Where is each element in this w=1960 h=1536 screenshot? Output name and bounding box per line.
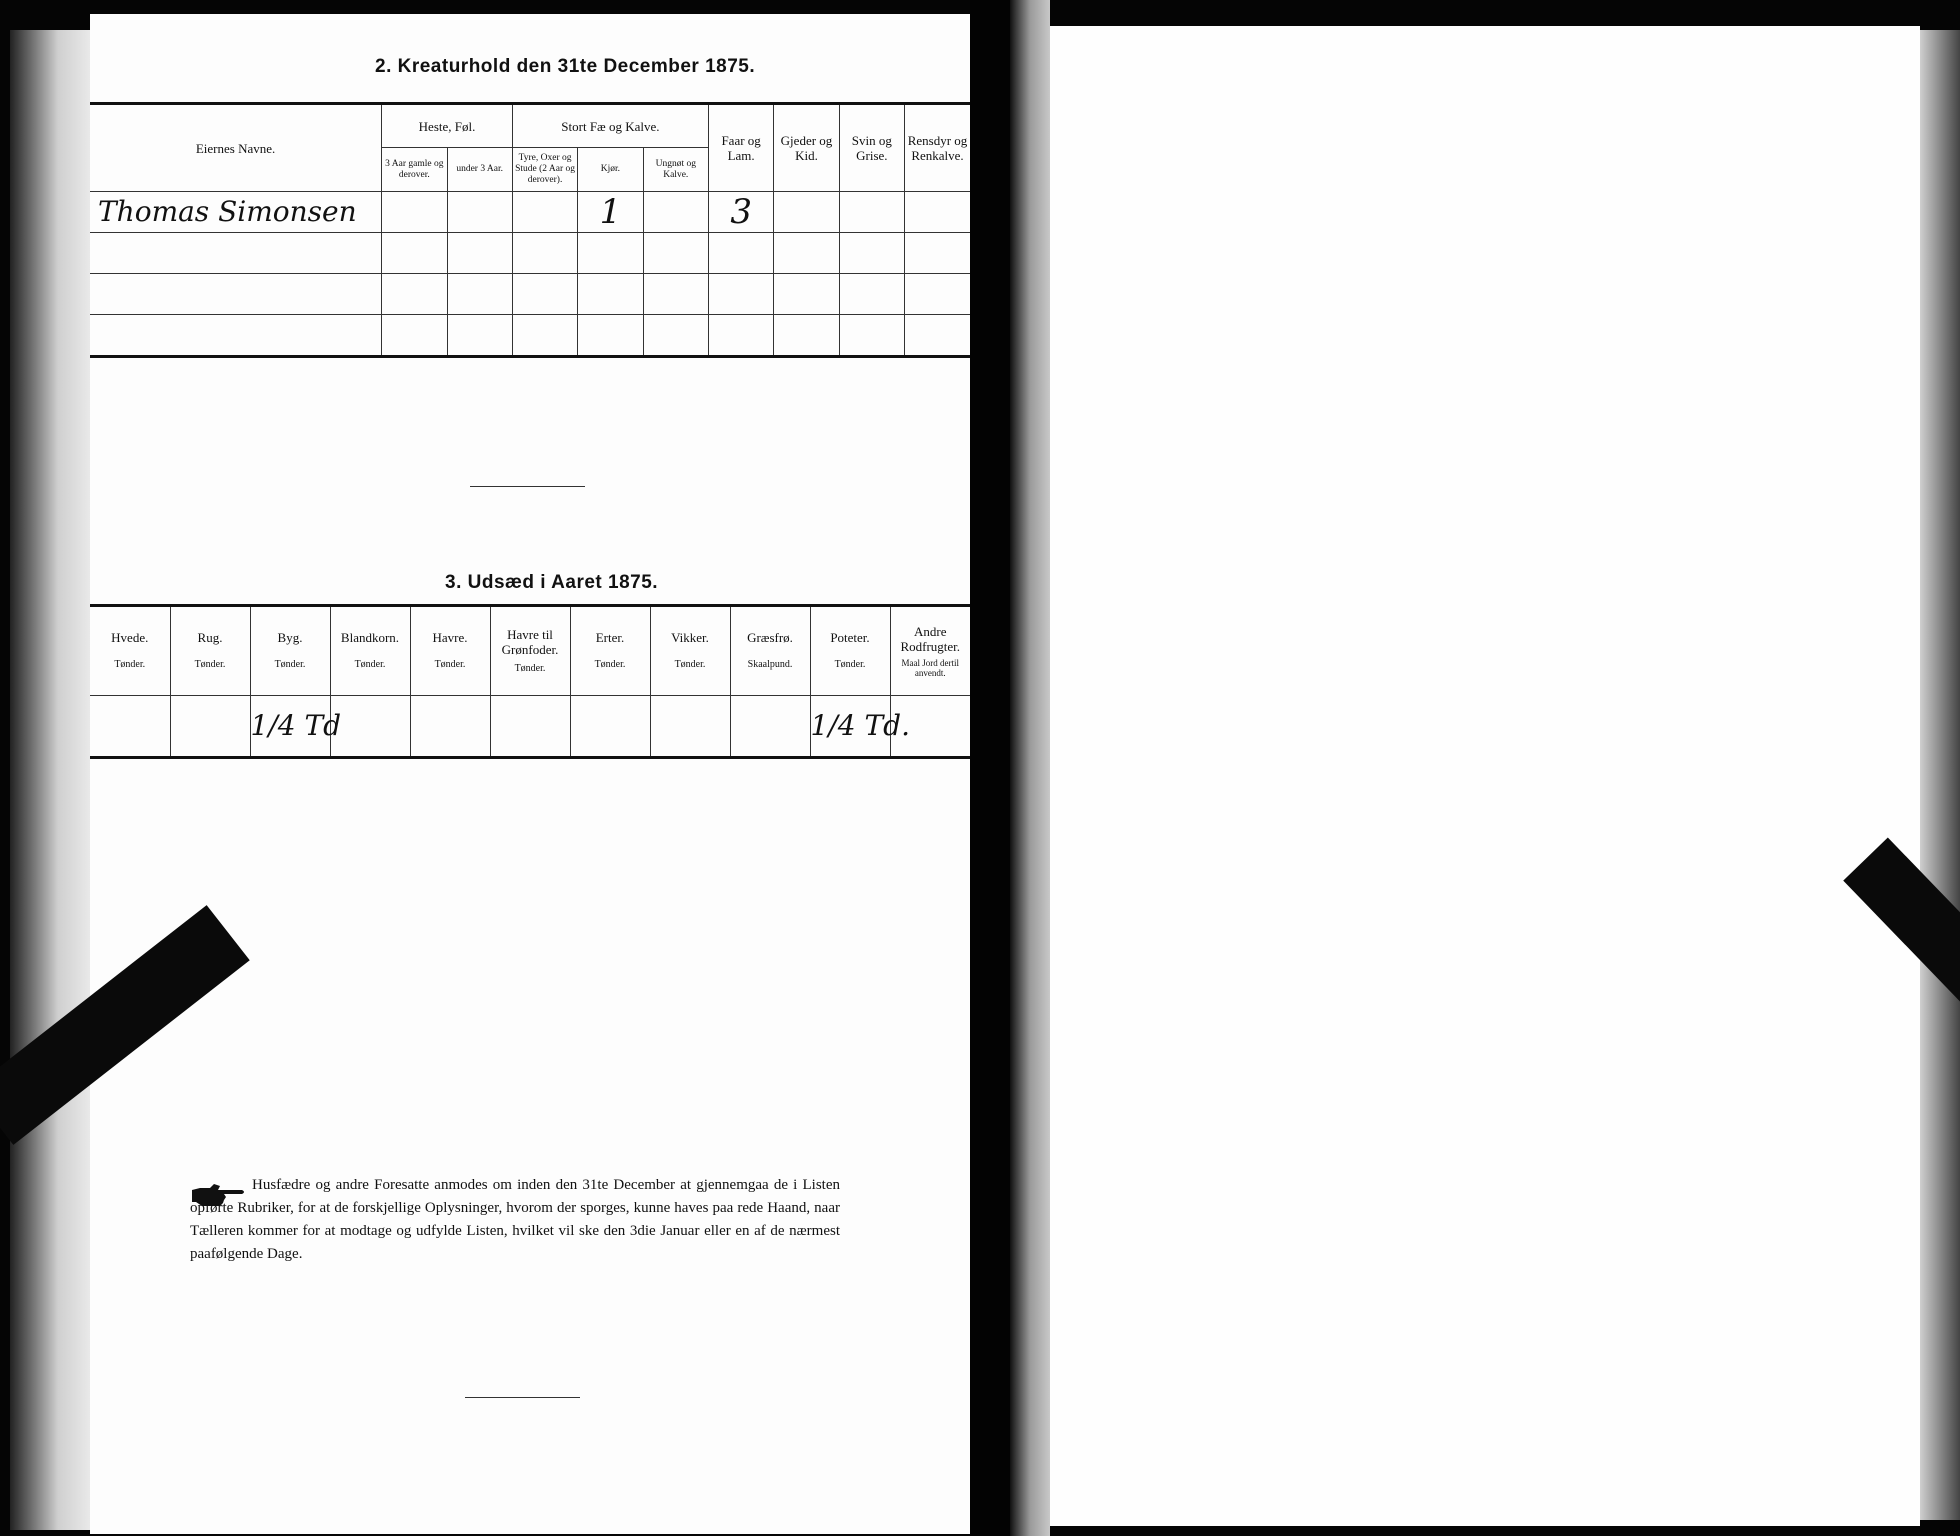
sowing-header-potatoes bbox=[810, 606, 890, 696]
sowing-header-name: Vikker. bbox=[671, 630, 709, 645]
header-sheep: Faar og Lam. bbox=[708, 104, 773, 192]
horses-young-cell bbox=[447, 274, 512, 315]
sowing-header-mixed-grain bbox=[330, 606, 410, 696]
instruction-notice bbox=[190, 1174, 840, 1266]
sowing-header-name: Andre Rodfrugter. bbox=[900, 624, 961, 654]
sowing-value-cell bbox=[650, 696, 730, 758]
pigs-cell bbox=[839, 315, 904, 357]
horses-old-cell bbox=[382, 192, 447, 233]
sowing-header-barley bbox=[250, 606, 330, 696]
sheep-cell: 3 bbox=[708, 192, 773, 233]
sowing-title: 3. Udsæd i Aaret 1875. bbox=[445, 572, 659, 593]
header-reindeer: Rensdyr og Renkalve. bbox=[905, 104, 970, 192]
section-divider bbox=[470, 486, 585, 487]
header-bulls: Tyre, Oxer og Stude (2 Aar og derover). bbox=[512, 148, 577, 192]
sheep-cell bbox=[708, 274, 773, 315]
young-cattle-cell bbox=[643, 233, 708, 274]
sowing-header-name: Havre til Grønfoder. bbox=[501, 626, 559, 657]
livestock-row bbox=[90, 274, 970, 315]
horses-old-cell bbox=[382, 233, 447, 274]
book-left-edge bbox=[10, 30, 90, 1530]
bulls-cell bbox=[512, 192, 577, 233]
sowing-header-unit: Tønder. bbox=[194, 659, 226, 670]
sowing-header-unit: Tønder. bbox=[434, 659, 466, 670]
owner-name-cell bbox=[90, 233, 382, 274]
owner-name-cell bbox=[90, 315, 382, 357]
sowing-value-cell bbox=[410, 696, 490, 758]
sowing-header-unit: Tønder. bbox=[834, 659, 866, 670]
sowing-header-wheat bbox=[90, 606, 170, 696]
bulls-cell bbox=[512, 274, 577, 315]
cows-cell bbox=[578, 233, 643, 274]
young-cattle-cell bbox=[643, 315, 708, 357]
sowing-header-unit: Tønder. bbox=[594, 659, 626, 670]
sowing-header-vetch bbox=[650, 606, 730, 696]
book-spine-strip bbox=[1010, 0, 1050, 1536]
reindeer-cell bbox=[905, 315, 970, 357]
pigs-cell bbox=[839, 274, 904, 315]
header-owner: Eiernes Navne. bbox=[90, 104, 382, 192]
sowing-header-grass-seed bbox=[730, 606, 810, 696]
reindeer-cell bbox=[905, 233, 970, 274]
sowing-value-cell bbox=[170, 696, 250, 758]
goats-cell bbox=[774, 192, 839, 233]
sowing-header-name: Havre. bbox=[432, 630, 468, 645]
header-cows: Kjør. bbox=[578, 148, 643, 192]
sowing-header-oats bbox=[410, 606, 490, 696]
pigs-cell bbox=[839, 192, 904, 233]
sowing-header-name: Byg. bbox=[277, 630, 303, 645]
bulls-cell bbox=[512, 233, 577, 274]
owner-name-cell bbox=[90, 274, 382, 315]
sowing-value-cell: 1/4 Td bbox=[250, 696, 330, 758]
livestock-row bbox=[90, 315, 970, 357]
sowing-value-cell: 1/4 Td. bbox=[810, 696, 890, 758]
sowing-header-name: Blandkorn. bbox=[340, 630, 400, 645]
reindeer-cell bbox=[905, 274, 970, 315]
header-pigs: Svin og Grise. bbox=[839, 104, 904, 192]
sowing-header-name: Poteter. bbox=[830, 630, 870, 645]
sowing-header-peas bbox=[570, 606, 650, 696]
cows-cell bbox=[578, 274, 643, 315]
sowing-header-name: Hvede. bbox=[111, 630, 149, 645]
header-goats: Gjeder og Kid. bbox=[774, 104, 839, 192]
sowing-header-name: Erter. bbox=[595, 630, 625, 645]
sowing-table bbox=[90, 604, 970, 759]
sowing-row bbox=[90, 696, 970, 758]
reindeer-cell bbox=[905, 192, 970, 233]
livestock-title: 2. Kreaturhold den 31te December 1875. bbox=[375, 56, 756, 77]
sowing-header-unit: Tønder. bbox=[274, 659, 306, 670]
sowing-header-name: Græsfrø. bbox=[747, 630, 793, 645]
sowing-header-rye bbox=[170, 606, 250, 696]
sowing-header-unit: Skaalpund. bbox=[747, 659, 793, 670]
book-right-edge bbox=[1920, 30, 1960, 1520]
instruction-text: Husfædre og andre Foresatte anmodes om inden den 31te December at gjennemgaa de i Listen opførte Rubriker, for at de forskjellige Oplysninger, hvorom der sporges, kunne haves paa rede Haand, naar Tælleren kommer for at modtage og udfylde Listen, hvilket vil ske den 3die Januar eller en af de nærmest paafølgende Dage. bbox=[190, 1177, 840, 1262]
owner-name-cell: Thomas Simonsen bbox=[90, 192, 382, 233]
header-horses-young: under 3 Aar. bbox=[447, 148, 512, 192]
horses-young-cell bbox=[447, 315, 512, 357]
sheep-cell bbox=[708, 233, 773, 274]
sowing-header-unit: Tønder. bbox=[114, 659, 146, 670]
young-cattle-cell bbox=[643, 192, 708, 233]
horses-old-cell bbox=[382, 274, 447, 315]
sowing-header-other-roots bbox=[890, 606, 970, 696]
goats-cell bbox=[774, 233, 839, 274]
livestock-table bbox=[90, 102, 970, 358]
sowing-header-unit: Tønder. bbox=[354, 659, 386, 670]
cows-cell bbox=[578, 315, 643, 357]
sowing-header-unit: Tønder. bbox=[674, 659, 706, 670]
goats-cell bbox=[774, 274, 839, 315]
sowing-value-cell bbox=[570, 696, 650, 758]
horses-old-cell bbox=[382, 315, 447, 357]
horses-young-cell bbox=[447, 192, 512, 233]
cows-cell: 1 bbox=[578, 192, 643, 233]
sowing-header-name: Rug. bbox=[197, 630, 223, 645]
livestock-row bbox=[90, 192, 970, 233]
bulls-cell bbox=[512, 315, 577, 357]
horses-young-cell bbox=[447, 233, 512, 274]
sowing-value-cell bbox=[90, 696, 170, 758]
sowing-value-cell bbox=[330, 696, 410, 758]
left-page bbox=[90, 14, 970, 1534]
bottom-divider bbox=[465, 1397, 580, 1398]
header-cattle: Stort Fæ og Kalve. bbox=[512, 104, 708, 148]
sowing-value-cell bbox=[730, 696, 810, 758]
right-page-blank bbox=[1050, 26, 1920, 1526]
header-horses: Heste, Føl. bbox=[382, 104, 513, 148]
goats-cell bbox=[774, 315, 839, 357]
sowing-header-unit: Tønder. bbox=[514, 662, 546, 674]
livestock-row bbox=[90, 233, 970, 274]
header-horses-old: 3 Aar gamle og derover. bbox=[382, 148, 447, 192]
sowing-header-unit: Maal Jord dertil anvendt. bbox=[901, 658, 959, 678]
pigs-cell bbox=[839, 233, 904, 274]
sowing-header-green-fodder bbox=[490, 606, 570, 696]
young-cattle-cell bbox=[643, 274, 708, 315]
sheep-cell bbox=[708, 315, 773, 357]
header-young-cattle: Ungnøt og Kalve. bbox=[643, 148, 708, 192]
sowing-value-cell bbox=[490, 696, 570, 758]
